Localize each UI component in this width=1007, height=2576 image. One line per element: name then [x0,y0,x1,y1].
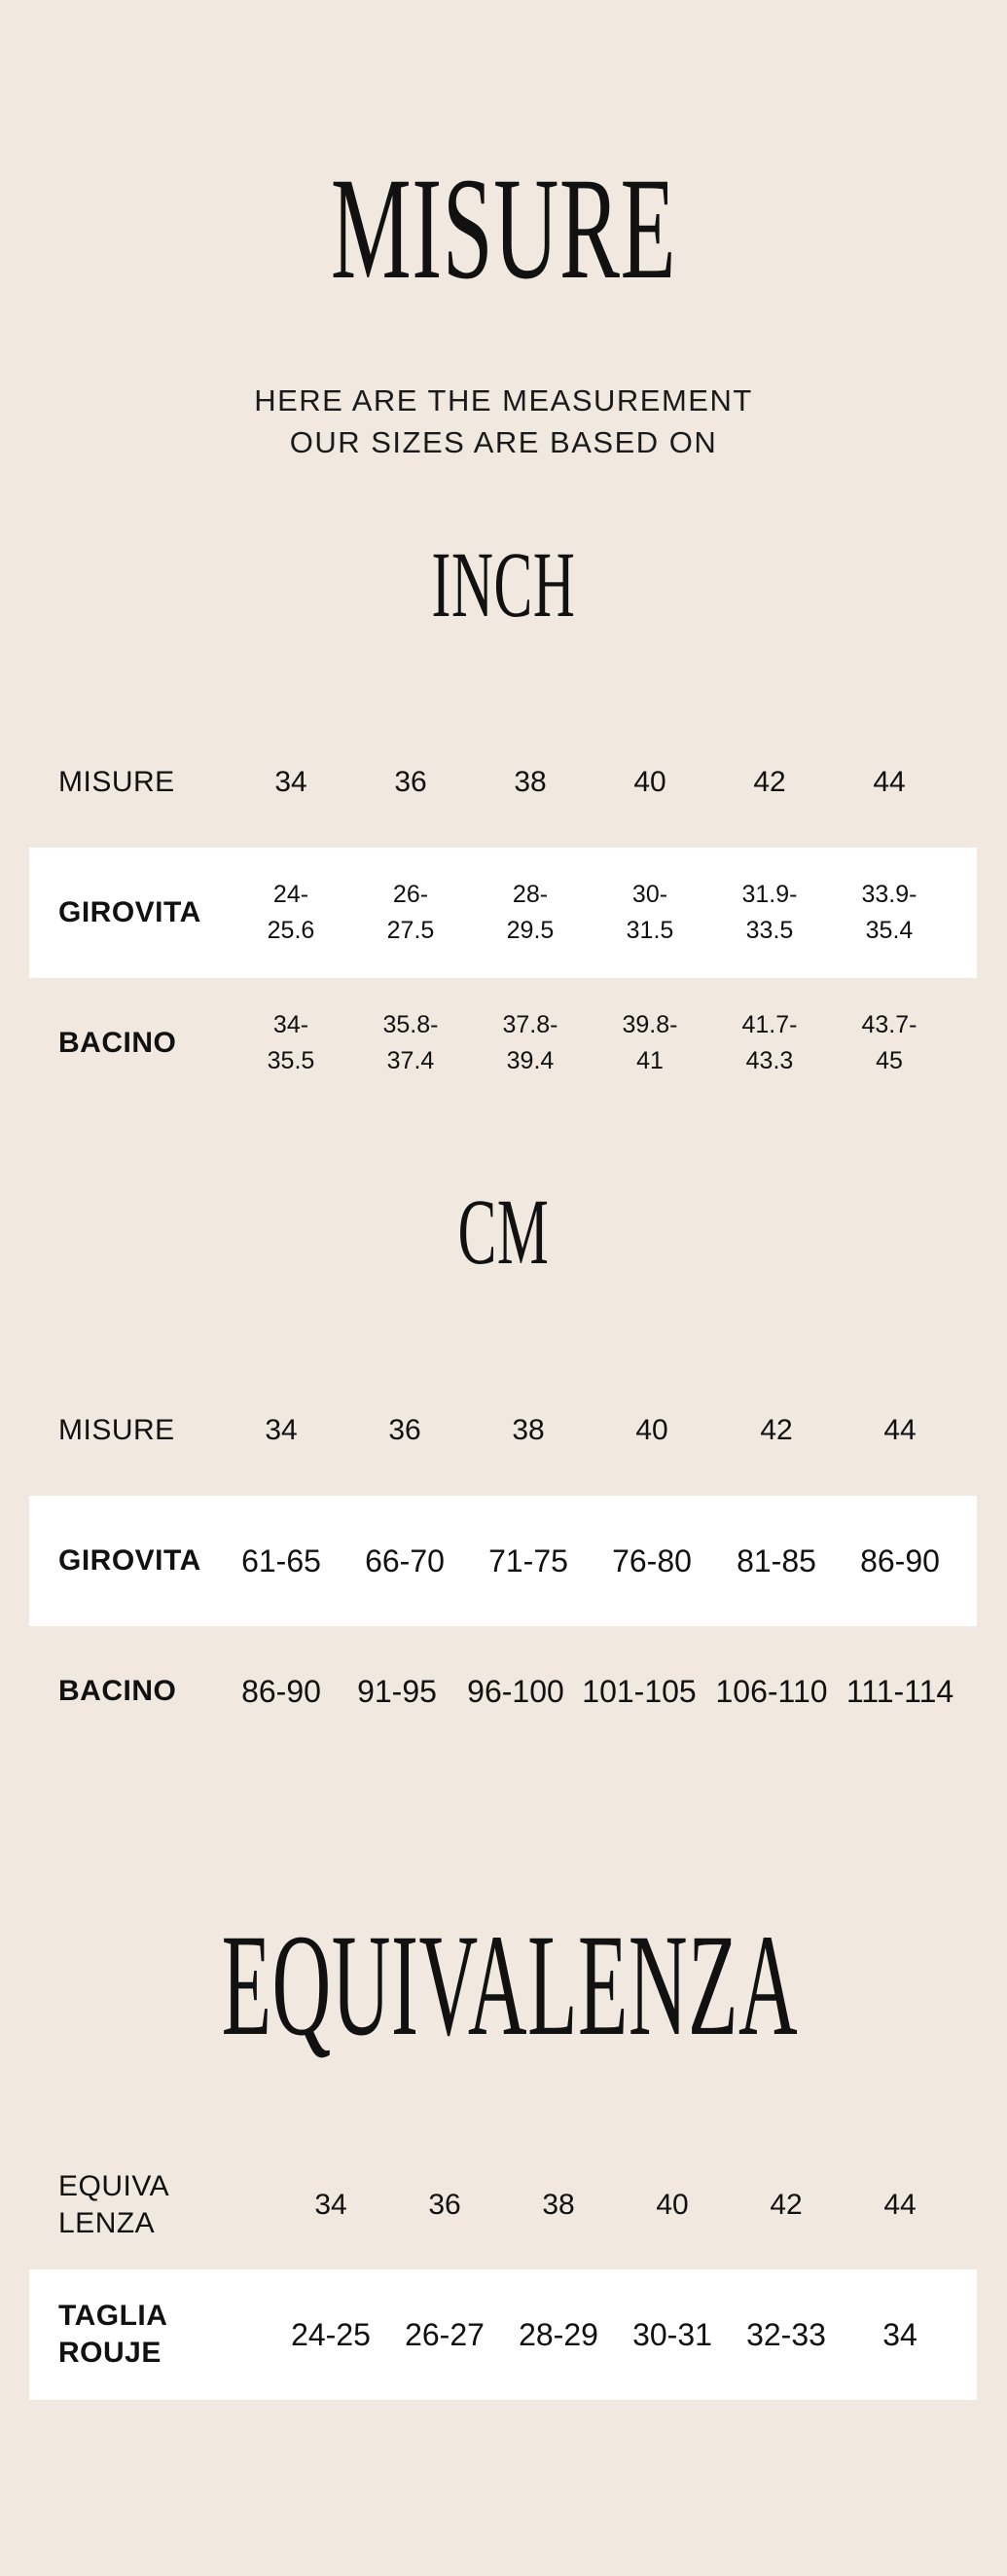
cm-bacino-cell: 96-100 [467,1673,564,1709]
inch-size-cell: 40 [633,766,666,798]
cm-girovita-cell: 81-85 [737,1542,816,1578]
equivalenza-size-cell: 34 [314,2189,347,2221]
equivalenza-header-label-line-1: EQUIVA [58,2170,170,2202]
inch-section-title: INCH [431,532,576,636]
equivalenza-taglia-cell: 30-31 [632,2316,712,2352]
inch-size-cell: 38 [514,766,547,798]
cm-bacino-cell: 111-114 [845,1673,954,1709]
inch-bacino-label: BACINO [58,1027,177,1059]
cm-bacino-cell: 106-110 [715,1673,828,1709]
equivalenza-size-cell: 40 [656,2189,689,2221]
inch-girovita-cell: 33.9- 35.4 [861,881,917,944]
cm-section-title: CM [457,1179,550,1284]
equivalenza-taglia-cell: 34 [882,2316,917,2352]
cm-size-cell: 38 [512,1414,545,1446]
cm-bacino-row [29,1626,977,1757]
cm-size-cell: 34 [265,1414,298,1446]
inch-size-cell: 34 [274,766,307,798]
equivalenza-size-cell: 36 [428,2189,461,2221]
cm-header-label: MISURE [58,1414,175,1446]
equivalenza-size-cell: 42 [770,2189,803,2221]
equivalenza-taglia-cell: 28-29 [519,2316,598,2352]
equivalenza-size-cell: 38 [542,2189,575,2221]
inch-girovita-cell: 24- 25.6 [267,881,315,944]
cm-size-cell: 36 [388,1414,421,1446]
cm-girovita-cell: 66-70 [365,1542,445,1578]
cm-bacino-cell: 101-105 [582,1673,697,1709]
equivalenza-header-label-line-2: LENZA [58,2207,156,2239]
cm-size-cell: 40 [635,1414,668,1446]
equivalenza-header-row [29,2140,977,2270]
subtitle-line-1: HERE ARE THE MEASUREMENT [254,383,753,417]
inch-girovita-label: GIROVITA [58,896,201,928]
cm-girovita-label: GIROVITA [58,1544,201,1577]
inch-header-label: MISURE [58,766,175,798]
cm-bacino-label: BACINO [58,1675,177,1707]
inch-girovita-cell: 30- 31.5 [626,881,674,944]
inch-header-row [29,717,977,848]
inch-size-cell: 42 [753,766,786,798]
inch-size-cell: 36 [394,766,427,798]
cm-girovita-cell: 86-90 [860,1542,940,1578]
cm-header-row [29,1365,977,1496]
inch-bacino-cell: 34- 35.5 [267,1011,315,1074]
inch-girovita-cell: 26- 27.5 [386,881,435,944]
subtitle-line-2: OUR SIZES ARE BASED ON [289,425,718,459]
equivalenza-header-label [58,2140,169,2270]
equivalenza-taglia-cell: 26-27 [405,2316,485,2352]
equivalenza-taglia-label [58,2269,167,2400]
inch-size-cell: 44 [873,766,906,798]
equivalenza-size-cell: 44 [883,2189,917,2221]
inch-girovita-row [29,848,977,978]
cm-girovita-cell: 61-65 [241,1542,321,1578]
inch-bacino-cell: 39.8- 41 [622,1011,678,1074]
equivalenza-section-title: EQUIVALENZA [221,1905,799,2066]
cm-bacino-cell: 91-95 [357,1673,437,1709]
inch-bacino-cell: 37.8- 39.4 [502,1011,558,1074]
cm-girovita-row [29,1496,977,1626]
cm-size-cell: 44 [883,1414,917,1446]
cm-bacino-cell: 86-90 [241,1673,321,1709]
inch-girovita-cell: 28- 29.5 [506,881,555,944]
inch-girovita-cell: 31.9- 33.5 [741,881,798,944]
equivalenza-taglia-label-line-2: ROUJE [58,2337,162,2369]
equivalenza-taglia-cell: 32-33 [746,2316,826,2352]
equivalenza-taglia-row [29,2269,977,2400]
inch-bacino-row [29,978,977,1108]
equivalenza-taglia-cell: 24-25 [291,2316,371,2352]
cm-girovita-cell: 71-75 [488,1542,568,1578]
inch-bacino-cell: 41.7- 43.3 [741,1011,798,1074]
equivalenza-taglia-label-line-1: TAGLIA [58,2300,168,2332]
inch-bacino-cell: 43.7- 45 [861,1011,917,1074]
cm-size-cell: 42 [760,1414,793,1446]
cm-girovita-cell: 76-80 [612,1542,692,1578]
page-subtitle [0,380,1007,463]
inch-bacino-cell: 35.8- 37.4 [382,1011,439,1074]
page-title: MISURE [330,148,677,309]
